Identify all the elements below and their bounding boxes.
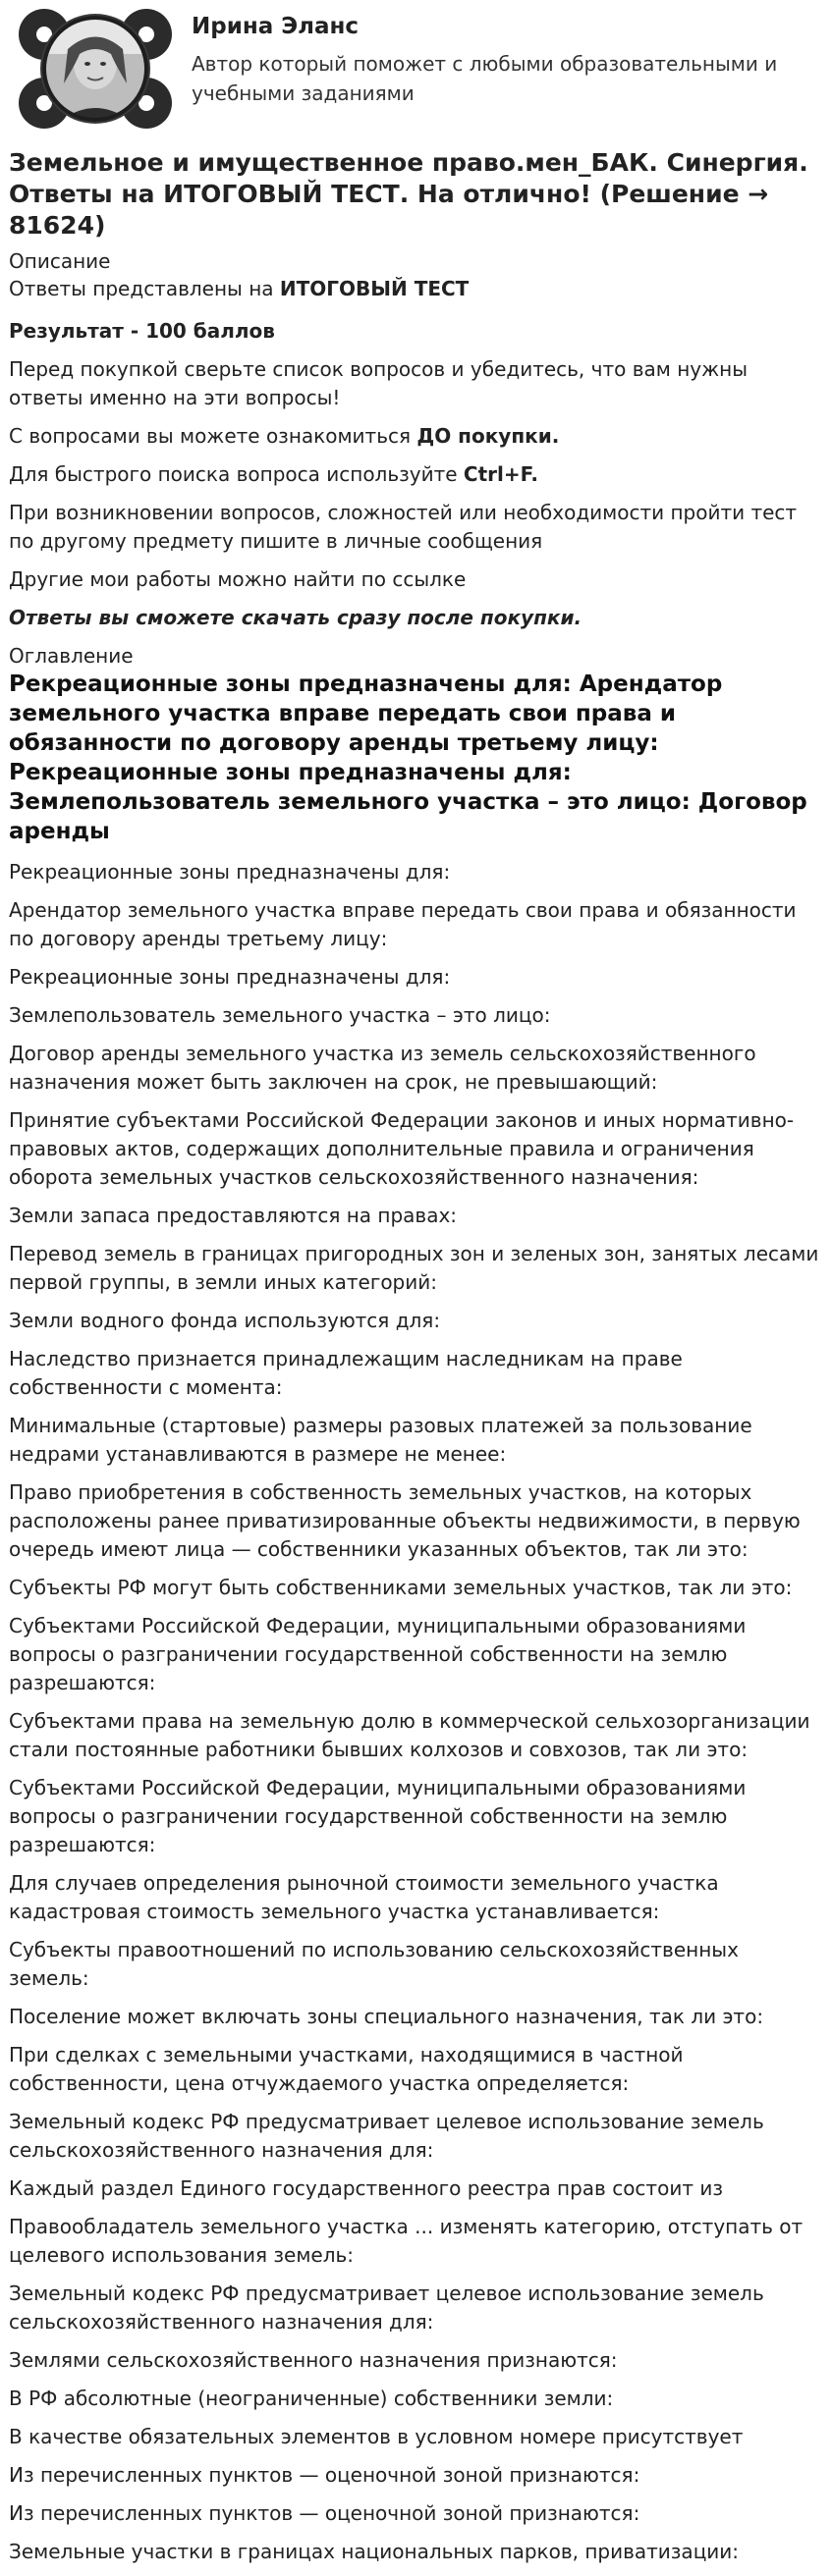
question-item: Земли запаса предоставляются на правах: (9, 1204, 458, 1227)
question-item: Правообладатель земельного участка ... изменять категорию, отступать от целевого использования земель: (9, 2215, 804, 2267)
download-note (9, 604, 822, 632)
question-item: Для случаев определения рыночной стоимости земельного участка кадастровая стоимость земельного участка устанавливается: (9, 1871, 719, 1923)
page-title: Земельное и имущественное право.мен_БАК. Синергия. Ответы на ИТОГОВЫЙ ТЕСТ. На отлично! (Решение → 81624) (9, 148, 808, 240)
description-intro (9, 275, 822, 303)
question-item: Принятие субъектами Российской Федерации законов и иных нормативно-правовых актов, содержащих дополнительные правила и ограничения оборота земельных участков сельскохозяйственного назначения: (9, 1108, 795, 1189)
question-item: Земли водного фонда используются для: (9, 1309, 441, 1332)
contact-text: При возникновении вопросов, сложностей или необходимости пройти тест по другому предмету пишите в личные сообщения (9, 501, 798, 553)
result-bold: Результат - 100 баллов (9, 319, 275, 343)
question-item: Из перечисленных пунктов — оценочной зоной признаются: (9, 2501, 640, 2525)
questions-note-text: С вопросами вы можете ознакомиться (9, 424, 417, 448)
question-item: Договор аренды земельного участка из земель сельскохозяйственного назначения может быть заключен на срок, не превышающий: (9, 1042, 756, 1094)
search-hint-text: Для быстрого поиска вопроса используйте (9, 462, 464, 486)
author-card (9, 0, 822, 137)
question-item: Рекреационные зоны предназначены для: (9, 965, 451, 989)
check-text: Перед покупкой сверьте список вопросов и убедитесь, что вам нужны ответы именно на эти вопросы! (9, 357, 748, 409)
questions-note (9, 422, 822, 451)
result-text (9, 317, 822, 346)
question-item: Субъекты РФ могут быть собственниками земельных участков, так ли это: (9, 1576, 793, 1599)
question-item: Земельные участки в границах национальных парков, приватизации: (9, 2540, 740, 2563)
toc-label: Оглавление (9, 644, 134, 668)
question-item: Из перечисленных пунктов — оценочной зоной признаются: (9, 2463, 640, 2487)
toc-heading: Рекреационные зоны предназначены для: Арендатор земельного участка вправе передать свои права и обязанности по договору аренды третьему лицу: Рекреационные зоны предназначены для: Землепользователь земельного участка – это лицо: Договор аренды (9, 671, 807, 844)
question-item: Право приобретения в собственность земельных участков, на которых расположены ранее приватизированные объекты недвижимости, в первую очередь имеют лица — собственники указанных объектов, так ли это: (9, 1480, 801, 1561)
question-item: В качестве обязательных элементов в условном номере присутствует (9, 2425, 744, 2448)
question-item: Каждый раздел Единого государственного реестра прав состоит из (9, 2176, 723, 2200)
question-item: При сделках с земельными участками, находящимися в частной собственности, цена отчуждаемого участка определяется: (9, 2043, 684, 2095)
question-item: Землями сельскохозяйственного назначения признаются: (9, 2348, 618, 2372)
description-label: Описание (9, 249, 111, 273)
author-description: Автор который поможет с любыми образовательными и учебными заданиями (192, 52, 778, 105)
question-list (9, 858, 822, 2566)
question-item: Рекреационные зоны предназначены для: (9, 860, 451, 884)
question-item: Землепользователь земельного участка – это лицо: (9, 1003, 551, 1027)
question-item: Субъектами права на земельную долю в коммерческой сельхозорганизации стали постоянные работники бывших колхозов и совхозов, так ли это: (9, 1709, 810, 1761)
question-item: Минимальные (стартовые) размеры разовых платежей за пользование недрами устанавливаются в размере не менее: (9, 1414, 752, 1466)
author-name[interactable]: Ирина Эланс (192, 14, 360, 39)
question-item: Земельный кодекс РФ предусматривает целевое использование земель сельскохозяйственного назначения для: (9, 2281, 764, 2334)
film-reel-avatar-icon (17, 5, 174, 133)
questions-note-bold: ДО покупки. (416, 424, 560, 448)
question-item: Земельный кодекс РФ предусматривает целевое использование земель сельскохозяйственного назначения для: (9, 2110, 764, 2162)
question-item: Наследство признается принадлежащим наследникам на праве собственности с момента: (9, 1347, 683, 1399)
intro-text: Ответы представлены на (9, 277, 280, 300)
question-item: Субъектами Российской Федерации, муниципальными образованиями вопросы о разграничении государственной собственности на землю разрешаются: (9, 1614, 747, 1694)
author-avatar[interactable] (17, 5, 174, 133)
question-item: Субъектами Российской Федерации, муниципальными образованиями вопросы о разграничении государственной собственности на землю разрешаются: (9, 1776, 747, 1856)
question-item: В РФ абсолютные (неограниченные) собственники земли: (9, 2387, 614, 2410)
question-item: Субъекты правоотношений по использованию сельскохозяйственных земель: (9, 1938, 739, 1990)
question-item: Арендатор земельного участка вправе передать свои права и обязанности по договору аренды третьему лицу: (9, 898, 797, 950)
other-works-text: Другие мои работы можно найти по ссылке (9, 567, 467, 591)
search-hint-bold: Ctrl+F. (463, 462, 538, 486)
question-item: Поселение может включать зоны специального назначения, так ли это: (9, 2005, 764, 2028)
download-note-text: Ответы вы сможете скачать сразу после покупки. (9, 606, 582, 629)
question-item: Перевод земель в границах пригородных зон и зеленых зон, занятых лесами первой группы, в земли иных категорий: (9, 1242, 819, 1294)
search-hint (9, 460, 822, 489)
intro-bold: ИТОГОВЫЙ ТЕСТ (279, 277, 470, 300)
